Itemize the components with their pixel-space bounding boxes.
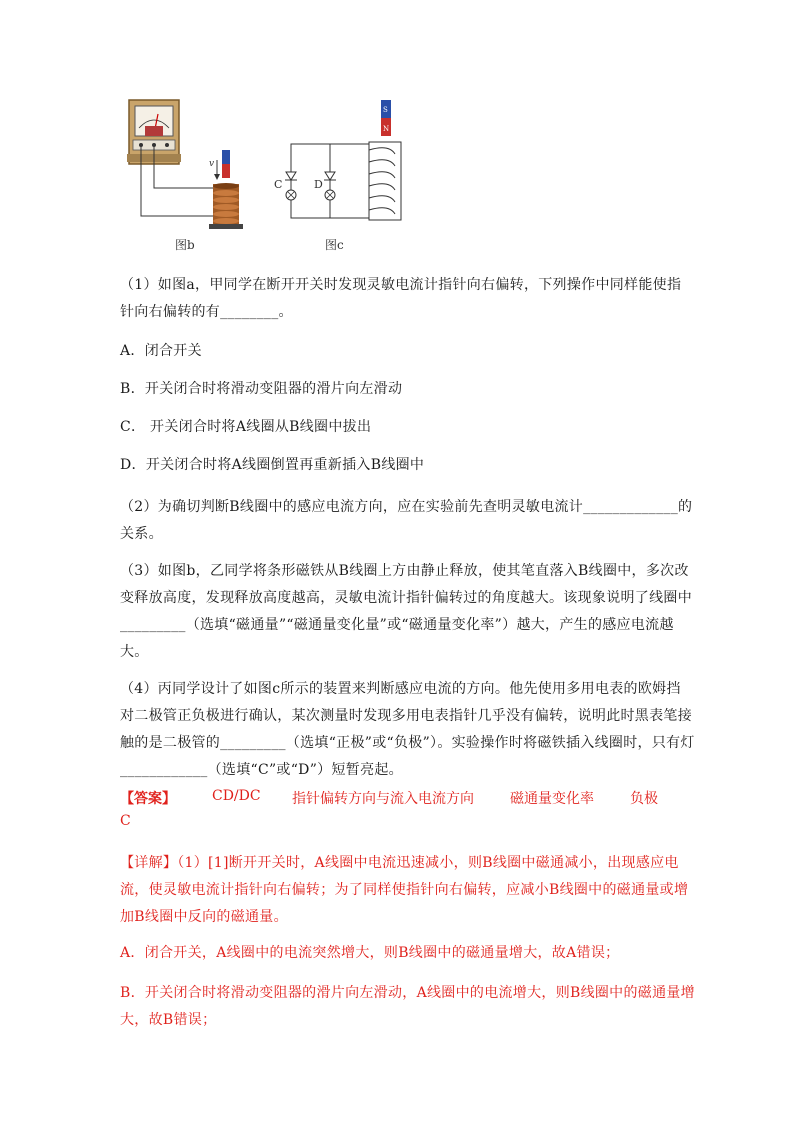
label-c: C bbox=[274, 178, 283, 191]
q3-text: （3）如图b，乙同学将条形磁铁从B线圈上方由静止释放，使其笔直落入B线圈中，多次改变释放高度，发现释放高度越高，灵敏电流计指针偏转过的角度越大。该现象说明了线圈中_________（选填“磁通量”“磁通量变化量”或“磁通量变化率”）越大，产生的感应电流越大。 bbox=[120, 563, 692, 660]
figures-area bbox=[125, 98, 415, 258]
q1-stem: （1）如图a，甲同学在断开开关时发现灵敏电流计指针向右偏转，下列操作中同样能使指针向右偏转的有________。 bbox=[120, 277, 682, 320]
bar-magnet-c-icon bbox=[381, 100, 391, 136]
figure-c-caption: 图c bbox=[325, 238, 344, 252]
velocity-label: v bbox=[209, 159, 215, 169]
magnet-n-label: N bbox=[383, 125, 390, 133]
figure-b-c-illustration bbox=[125, 98, 415, 258]
solenoid-icon bbox=[369, 142, 401, 220]
explain-p2: A．闭合开关，A线圈中的电流突然增大，则B线圈中的磁通量增大，故A错误； bbox=[120, 945, 620, 961]
magnet-s-label: S bbox=[383, 106, 388, 114]
explain-p3: B．开关闭合时将滑动变阻器的滑片向左滑动，A线圈中的电流增大，则B线圈中的磁通量增大，故B错误； bbox=[120, 985, 695, 1028]
q1-option-b: B．开关闭合时将滑动变阻器的滑片向左滑动 bbox=[120, 381, 403, 397]
answer-2: 指针偏转方向与流入电流方向 bbox=[292, 791, 474, 807]
label-d: D bbox=[314, 178, 323, 191]
q4-text: （4）丙同学设计了如图c所示的装置来判断感应电流的方向。他先使用多用电表的欧姆挡对二极管正负极进行确认，某次测量时发现多用电表指针几乎没有偏转，说明此时黑表笔接触的是二极管的_________（选填“正极”或“负极”）。实验操作时将磁铁插入线圈时，只有灯____________（选填“C”或“D”）短暂亮起。 bbox=[120, 681, 695, 778]
q1-option-c: C． 开关闭合时将A线圈从B线圈中拔出 bbox=[120, 419, 372, 435]
answer-1: CD/DC bbox=[212, 788, 261, 804]
explain-p1: 【详解】（1）[1]断开开关时，A线圈中电流迅速减小，则B线圈中磁通减小，出现感应电流，使灵敏电流计指针向右偏转；为了同样使指针向右偏转，应减小B线圈中的磁通量或增加B线圈中反向的磁通量。 bbox=[120, 855, 689, 925]
answer-3: 磁通量变化率 bbox=[510, 791, 594, 807]
coil-b-icon bbox=[209, 183, 243, 229]
answer-tag: 【答案】 bbox=[120, 791, 176, 807]
figure-b-caption: 图b bbox=[175, 238, 195, 252]
q2-text: （2）为确切判断B线圈中的感应电流方向，应在实验前先查明灵敏电流计_____________的关系。 bbox=[120, 499, 693, 542]
answer-4: 负极 bbox=[630, 791, 658, 807]
circuit-diagram-c bbox=[291, 144, 369, 218]
q1-option-d: D．开关闭合时将A线圈倒置再重新插入B线圈中 bbox=[120, 457, 425, 473]
bar-magnet-icon bbox=[222, 150, 230, 178]
answer-5: C bbox=[120, 813, 131, 829]
q1-option-a: A．闭合开关 bbox=[120, 343, 202, 359]
